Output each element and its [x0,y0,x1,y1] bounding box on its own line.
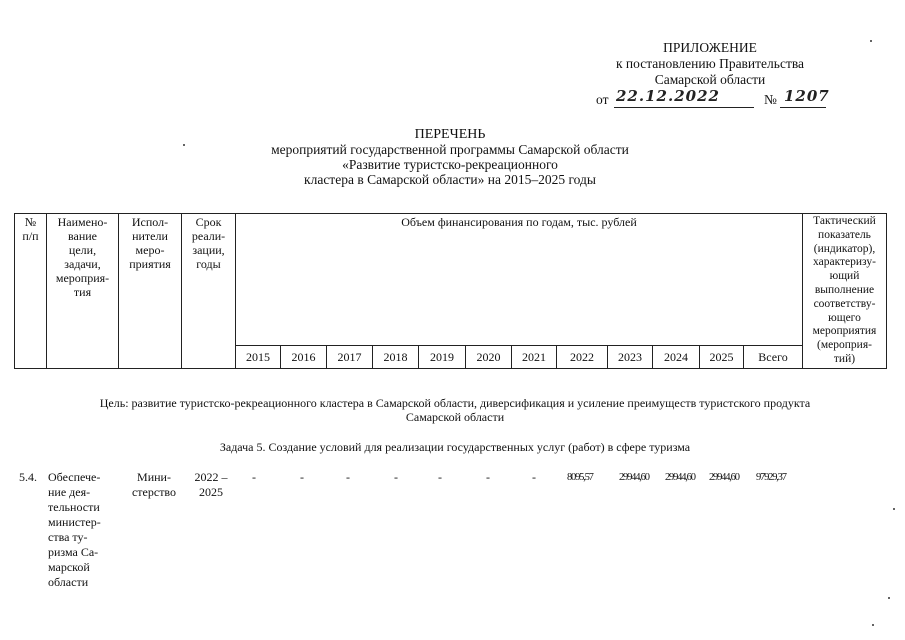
value-2025: 29944,60 [709,472,739,483]
value-2020: - [486,470,490,484]
row-executor: Мини- стерство [131,470,177,499]
header-num: № п/п [15,214,47,369]
value-2015: - [252,470,256,484]
appendix-line-1: к постановлению Правительства [615,56,805,71]
header-funding: Объем финансирования по годам, тыс. рублей [236,214,803,346]
resolution-number: 1207 [784,87,830,105]
value-2019: - [438,470,442,484]
funding-table-header [14,213,887,369]
value-2021: - [532,470,536,484]
appendix-block [560,40,860,88]
header-indicator: Тактический показатель (индикатор), характеризу- ющий выполнение соответству- ющего мероприятия (мероприя- тий) [803,214,887,369]
date-underline [614,107,754,108]
value-2016: - [300,470,304,484]
title-line-2: «Развитие туристско-рекреационного [342,157,558,172]
row-term: 2022 – 2025 [194,470,228,499]
title-line-1: мероприятий государственной программы Самарской области [271,142,629,157]
year-2019: 2019 [419,346,466,368]
value-2024: 29944,60 [665,472,695,483]
year-2018: 2018 [373,346,419,368]
year-2020: 2020 [466,346,512,368]
value-2023: 29944,60 [619,472,649,483]
value-total: 97929,37 [756,472,786,483]
goal-text: Цель: развитие туристско-рекреационного кластера в Самарской области, диверсификация и усиление преимуществ туристского продукта Самарской области [99,396,811,424]
row-name: Обеспече- ние дея- тельности министер- ства ту- ризма Са- марской области [48,470,101,589]
year-2022: 2022 [557,346,608,368]
year-2021: 2021 [512,346,557,368]
year-2024: 2024 [653,346,700,368]
date-label: от [596,92,609,107]
scan-speck [183,144,185,146]
year-total: Всего [744,346,803,368]
scan-speck [872,624,874,626]
title-line-3: кластера в Самарской области» на 2015–2025 годы [304,172,596,187]
year-2025: 2025 [700,346,744,368]
header-name: Наимено- вание цели, задачи, мероприя- тия [47,214,119,369]
year-2015: 2015 [236,346,281,368]
row-num: 5.4. [19,470,37,484]
task-text: Задача 5. Создание условий для реализации государственных услуг (работ) в сфере туризма [219,440,691,454]
title-head: ПЕРЕЧЕНЬ [414,127,486,142]
document-title [200,127,700,187]
number-underline [780,107,826,108]
appendix-line-2: Самарской области [654,72,766,87]
header-term: Срок реали- зации, годы [182,214,236,369]
resolution-date: 22.12.2022 [616,87,720,105]
header-executors: Испол- нители меро- приятия [119,214,182,369]
number-label: № [764,92,777,107]
scan-speck [893,508,895,510]
scan-speck [888,597,890,599]
scan-speck [870,40,872,42]
year-2023: 2023 [608,346,653,368]
appendix-title: ПРИЛОЖЕНИЕ [663,40,757,55]
value-2022: 8095,57 [567,472,593,483]
year-2017: 2017 [327,346,373,368]
value-2018: - [394,470,398,484]
year-2016: 2016 [281,346,327,368]
resolution-date-number [596,87,836,112]
value-2017: - [346,470,350,484]
